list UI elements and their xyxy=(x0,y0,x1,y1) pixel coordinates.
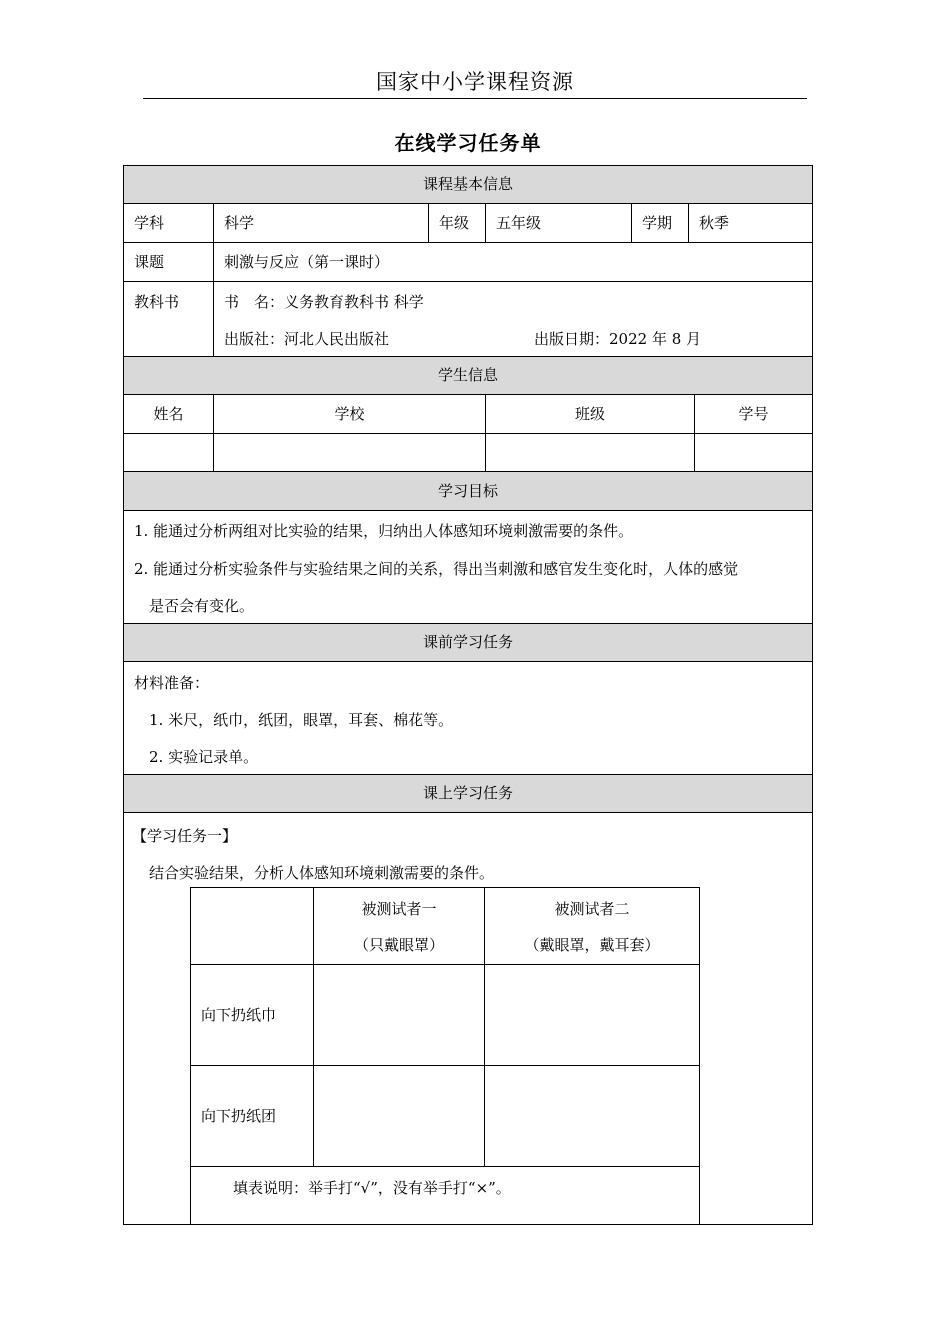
student-class-header: 班级 xyxy=(486,395,695,433)
term-value: 秋季 xyxy=(699,214,730,232)
inclass-heading xyxy=(124,775,812,813)
paperball-subject-two-cell[interactable] xyxy=(485,1066,699,1166)
experiment-header-row xyxy=(191,888,699,965)
subject-one-condition: （只戴眼罩） xyxy=(353,936,444,954)
preclass-heading-text: 课前学习任务 xyxy=(422,633,513,651)
student-school-field[interactable] xyxy=(214,434,486,471)
task-one-label: 【学习任务一】 xyxy=(132,827,238,845)
course-info-heading xyxy=(124,166,812,204)
subject-row xyxy=(124,204,812,243)
goal-item-2: 2. 能通过分析实验条件与实验结果之间的关系，得出当刺激和感官发生变化时，人体的感觉 xyxy=(134,560,739,578)
experiment-corner-cell xyxy=(191,888,314,964)
topic-label: 课题 xyxy=(124,243,214,281)
student-id-field[interactable] xyxy=(695,434,812,471)
subject-one-title: 被测试者一 xyxy=(361,900,437,918)
course-info-heading-text: 课程基本信息 xyxy=(422,175,513,193)
student-id-header: 学号 xyxy=(738,405,769,423)
paperball-row xyxy=(191,1066,699,1167)
publish-date: 出版日期：2022 年 8 月 xyxy=(534,330,702,348)
site-header: 国家中小学课程资源 xyxy=(376,70,574,94)
term-label: 学期 xyxy=(632,204,689,242)
goals-body xyxy=(124,511,812,624)
material-item-1: 1. 米尺，纸巾，纸团，眼罩，耳套、棉花等。 xyxy=(149,711,454,729)
subject-value: 科学 xyxy=(214,204,429,242)
book-name: 书 名：义务教育教科书 科学 xyxy=(224,293,424,311)
preclass-heading xyxy=(124,624,812,662)
student-name-header: 姓名 xyxy=(124,395,214,433)
subject-one-header xyxy=(314,888,485,964)
topic-value: 刺激与反应（第一课时） xyxy=(224,253,390,271)
tissue-subject-one-cell[interactable] xyxy=(314,965,485,1065)
student-name-field[interactable] xyxy=(124,434,214,471)
inclass-heading-text: 课上学习任务 xyxy=(422,784,513,802)
student-input-row xyxy=(124,434,812,472)
paperball-subject-one-cell[interactable] xyxy=(314,1066,485,1166)
table-note-row xyxy=(191,1167,699,1225)
material-item-2: 2. 实验记录单。 xyxy=(149,748,259,766)
textbook-info xyxy=(214,282,812,356)
publisher: 出版社：河北人民出版社 xyxy=(224,330,390,348)
goal-item-1: 1. 能通过分析两组对比实验的结果，归纳出人体感知环境刺激需要的条件。 xyxy=(134,522,634,540)
student-school-header: 学校 xyxy=(214,395,486,433)
goals-heading-text: 学习目标 xyxy=(437,482,498,500)
tissue-subject-two-cell[interactable] xyxy=(485,965,699,1065)
topic-row xyxy=(124,243,812,282)
textbook-row xyxy=(124,282,812,357)
table-note: 填表说明：举手打“√”，没有举手打“×”。 xyxy=(233,1179,511,1197)
subject-two-condition: （戴眼罩，戴耳套） xyxy=(524,936,660,954)
grade-value: 五年级 xyxy=(486,204,632,242)
page-title: 在线学习任务单 xyxy=(394,131,542,155)
task-sheet xyxy=(123,165,813,1225)
tissue-label: 向下扔纸巾 xyxy=(191,965,314,1065)
student-header-row xyxy=(124,395,812,434)
goal-item-2-cont: 是否会有变化。 xyxy=(149,597,255,615)
student-info-heading xyxy=(124,357,812,395)
paperball-label: 向下扔纸团 xyxy=(191,1066,314,1166)
preclass-body xyxy=(124,662,812,775)
textbook-label: 教科书 xyxy=(124,282,214,356)
tissue-row xyxy=(191,965,699,1066)
subject-two-header xyxy=(485,888,699,964)
goals-heading xyxy=(124,472,812,511)
subject-label: 学科 xyxy=(124,204,214,242)
subject-two-title: 被测试者二 xyxy=(554,900,630,918)
experiment-table xyxy=(190,887,700,1225)
header-rule xyxy=(143,98,807,99)
materials-label: 材料准备： xyxy=(134,674,210,692)
task-one-description: 结合实验结果，分析人体感知环境刺激需要的条件。 xyxy=(149,864,495,882)
student-info-heading-text: 学生信息 xyxy=(437,366,498,384)
student-class-field[interactable] xyxy=(486,434,695,471)
grade-label: 年级 xyxy=(429,204,486,242)
